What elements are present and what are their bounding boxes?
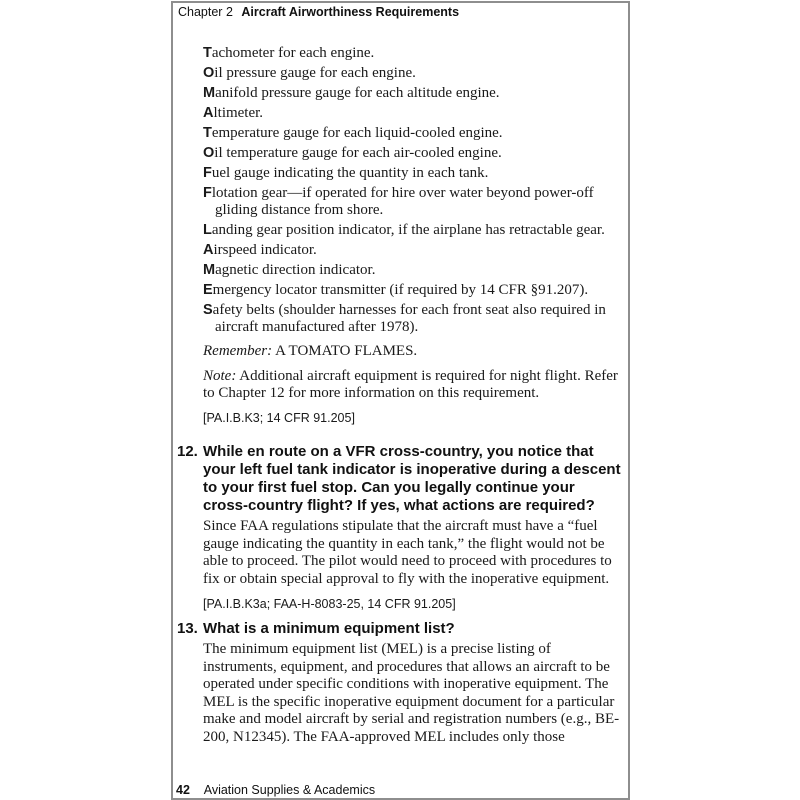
list-item: Altimeter.: [203, 105, 264, 121]
question-text: While en route on a VFR cross-country, you notice that your left fuel tank indicator is inoperative during a descent to your first fuel stop. Can you legally continue your cross-country flight? If yes, what actions are required?: [203, 443, 621, 514]
chapter-label: Chapter 2: [178, 5, 233, 19]
list-item: Emergency locator transmitter (if required by 14 CFR §91.207).: [203, 282, 589, 298]
question-12: [177, 443, 622, 612]
list-item: Oil pressure gauge for each engine.: [203, 65, 416, 81]
list-item: Flotation gear—if operated for hire over water beyond power-off gliding distance from shore.: [203, 185, 594, 218]
list-item: Landing gear position indicator, if the airplane has retractable gear.: [203, 222, 605, 238]
answer-text: The minimum equipment list (MEL) is a precise listing of instruments, equipment, and procedures that allows an aircraft to be operated under specific conditions with inoperative equipment. The MEL is the specific inoperative equipment document for a particular make and model aircraft by serial and registration numbers (e.g., BE-200, N12345). The FAA-approved MEL includes only those: [203, 641, 620, 745]
list-item: Fuel gauge indicating the quantity in each tank.: [203, 165, 489, 181]
list-item: Manifold pressure gauge for each altitude engine.: [203, 85, 500, 101]
question-heading: [177, 620, 622, 638]
publisher-name: Aviation Supplies & Academics: [203, 783, 376, 797]
page-number: 42: [176, 783, 190, 797]
list-item: Oil temperature gauge for each air-cooled engine.: [203, 145, 502, 161]
list-item: Temperature gauge for each liquid-cooled engine.: [203, 125, 503, 141]
question-heading: [177, 443, 622, 515]
note-paragraph: Note: Additional aircraft equipment is required for night flight. Refer to Chapter 12 for more information on this requirement.: [203, 368, 618, 401]
mnemonic-remember: Remember: A TOMATO FLAMES.: [203, 343, 418, 359]
reference-citation: [PA.I.B.K3a; FAA-H-8083-25, 14 CFR 91.205]: [203, 597, 456, 611]
chapter-title: Aircraft Airworthiness Requirements: [241, 5, 460, 19]
equipment-mnemonic-list: [203, 45, 623, 426]
list-item: Magnetic direction indicator.: [203, 262, 376, 278]
question-number: 13.: [177, 620, 198, 637]
book-page: [171, 1, 630, 800]
reference-citation: [PA.I.B.K3; 14 CFR 91.205]: [203, 411, 355, 425]
list-item: Tachometer for each engine.: [203, 45, 375, 61]
question-number: 12.: [177, 443, 198, 460]
list-item: Safety belts (shoulder harnesses for each front seat also required in aircraft manufactured after 1978).: [203, 302, 606, 335]
running-header: [178, 5, 459, 19]
answer-text: Since FAA regulations stipulate that the aircraft must have a “fuel gauge indicating the quantity in each tank,” the flight would not be able to proceed. The pilot would need to proceed with procedures to fix or obtain special approval to fly with the inoperative equipment.: [203, 518, 612, 587]
list-item: Airspeed indicator.: [203, 242, 317, 258]
running-footer: [176, 783, 375, 797]
question-13: [177, 620, 622, 746]
question-text: What is a minimum equipment list?: [203, 620, 455, 637]
